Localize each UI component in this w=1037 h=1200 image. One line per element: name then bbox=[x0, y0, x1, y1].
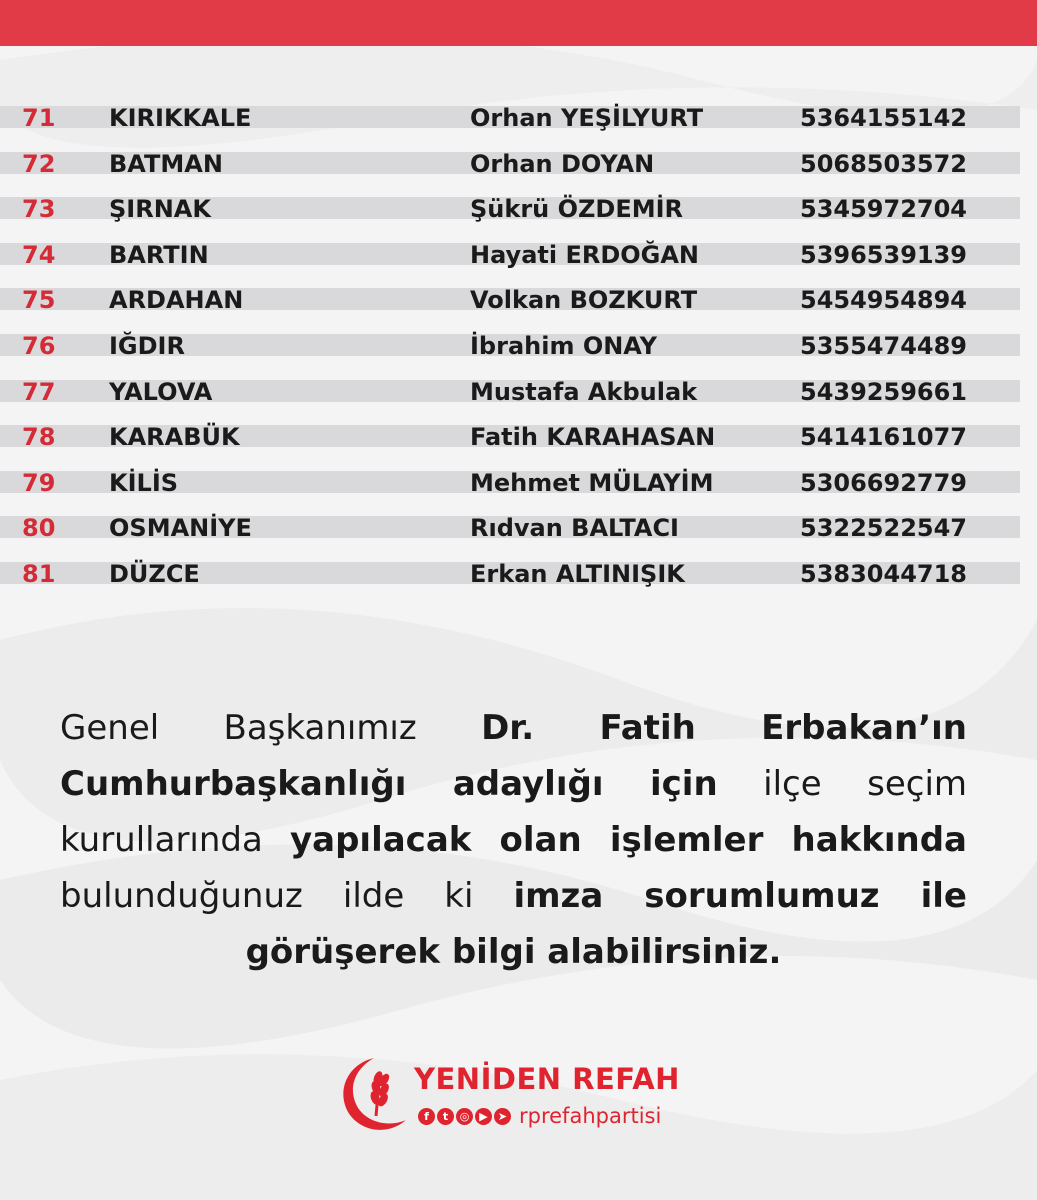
row-person-name: Orhan YEŞİLYURT bbox=[470, 104, 704, 132]
table-row bbox=[0, 98, 1037, 144]
twitter-icon: t bbox=[437, 1108, 454, 1125]
row-phone: 5383044718 bbox=[800, 559, 967, 588]
row-city: ARDAHAN bbox=[109, 286, 244, 315]
row-number: 72 bbox=[22, 149, 56, 178]
table-row bbox=[0, 508, 1037, 554]
row-phone: 5414161077 bbox=[800, 423, 967, 452]
party-logo bbox=[330, 1050, 730, 1140]
top-accent-bar bbox=[0, 0, 1037, 46]
social-icons bbox=[418, 1104, 661, 1128]
table-row bbox=[0, 235, 1037, 281]
crescent-wheat-logo-icon bbox=[330, 1050, 420, 1140]
brand-name: YENİDEN REFAH bbox=[414, 1062, 680, 1096]
table-row bbox=[0, 326, 1037, 372]
row-city: BARTIN bbox=[109, 240, 209, 269]
row-city: OSMANİYE bbox=[109, 514, 252, 543]
table-row bbox=[0, 417, 1037, 463]
row-person-name: Hayati ERDOĞAN bbox=[470, 240, 699, 269]
row-number: 71 bbox=[22, 104, 56, 132]
row-number: 74 bbox=[22, 240, 56, 269]
row-person-name: Mehmet MÜLAYİM bbox=[470, 468, 714, 497]
table-row bbox=[0, 144, 1037, 190]
row-city: DÜZCE bbox=[109, 559, 200, 588]
info-text-1: Genel Başkanımız bbox=[60, 708, 417, 748]
telegram-icon: ➤ bbox=[494, 1108, 511, 1125]
instagram-icon: ◎ bbox=[456, 1108, 473, 1125]
info-text-3: bulunduğunuz ilde ki bbox=[60, 876, 474, 916]
info-text-2: ilçe seçim kurullarında bbox=[60, 764, 968, 860]
row-person-name: Volkan BOZKURT bbox=[470, 286, 698, 315]
row-city: KİLİS bbox=[109, 468, 179, 497]
row-person-name: Şükrü ÖZDEMİR bbox=[470, 195, 684, 224]
row-city: IĞDIR bbox=[109, 331, 185, 360]
row-number: 79 bbox=[22, 468, 56, 497]
info-paragraph bbox=[60, 700, 967, 980]
row-phone: 5322522547 bbox=[800, 514, 967, 543]
row-number: 78 bbox=[22, 423, 56, 452]
facebook-icon: f bbox=[418, 1108, 435, 1125]
table-row bbox=[0, 189, 1037, 235]
row-phone: 5396539139 bbox=[800, 240, 967, 269]
row-person-name: Mustafa Akbulak bbox=[470, 377, 698, 406]
contact-table bbox=[0, 98, 1037, 600]
row-number: 77 bbox=[22, 377, 56, 406]
row-person-name: Erkan ALTINIŞIK bbox=[470, 559, 685, 588]
row-phone: 5306692779 bbox=[800, 468, 967, 497]
row-city: YALOVA bbox=[109, 377, 213, 406]
social-handle: rprefahpartisi bbox=[519, 1104, 662, 1128]
row-phone: 5345972704 bbox=[800, 195, 967, 224]
row-number: 73 bbox=[22, 195, 56, 224]
info-bold-2: yapılacak olan işlemler hakkında bbox=[289, 820, 967, 860]
row-person-name: İbrahim ONAY bbox=[470, 331, 657, 360]
table-row bbox=[0, 372, 1037, 418]
row-city: ŞIRNAK bbox=[109, 195, 211, 224]
row-phone: 5439259661 bbox=[800, 377, 967, 406]
row-person-name: Fatih KARAHASAN bbox=[470, 423, 716, 452]
row-number: 76 bbox=[22, 331, 56, 360]
row-phone: 5355474489 bbox=[800, 331, 967, 360]
row-phone: 5454954894 bbox=[800, 286, 967, 315]
table-row bbox=[0, 463, 1037, 509]
info-bold-3: imza sorumlumuz ile görüşerek bilgi alabilirsiniz. bbox=[245, 876, 967, 972]
row-number: 75 bbox=[22, 286, 56, 315]
youtube-icon: ▶ bbox=[475, 1108, 492, 1125]
row-number: 81 bbox=[22, 559, 56, 588]
info-bold-1: Dr. Fatih Erbakan’ın Cumhurbaşkanlığı adaylığı için bbox=[60, 708, 967, 804]
row-phone: 5364155142 bbox=[800, 104, 967, 132]
table-row bbox=[0, 280, 1037, 326]
row-person-name: Rıdvan BALTACI bbox=[470, 514, 679, 543]
row-phone: 5068503572 bbox=[800, 149, 967, 178]
row-city: BATMAN bbox=[109, 149, 223, 178]
table-row bbox=[0, 554, 1037, 600]
row-person-name: Orhan DOYAN bbox=[470, 149, 655, 178]
row-number: 80 bbox=[22, 514, 56, 543]
row-city: KARABÜK bbox=[109, 423, 240, 452]
row-city: KIRIKKALE bbox=[109, 104, 252, 132]
